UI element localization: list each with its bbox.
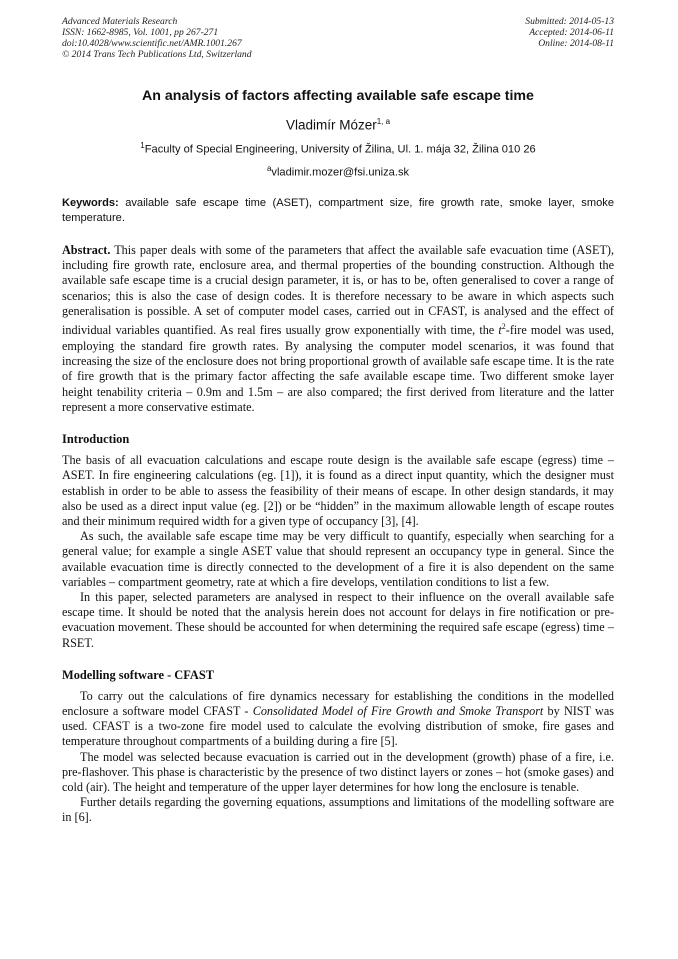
online-date: Online: 2014-08-11 — [538, 38, 614, 49]
accepted-date: Accepted: 2014-06-11 — [529, 27, 614, 38]
abstract-sup: 2 — [501, 322, 506, 332]
modelling-paragraph-2: The model was selected because evacuation is carried out in the development (growth) phase of a fire, i.e. pre-flashover. This phase is characteristic by the presence of two distinct layers or zones – hot (smoke gases) and cold (air). The height and temperature of the upper layer determines for how long the enclosure is tenable. — [62, 749, 614, 795]
abstract-text-1: This paper deals with some of the parameters that affect the available safe evacuation time (ASET), including fire growth rate, enclosure area, and thermal properties of the bounding construction. Although the available safe escape time is a crucial design parameter, it is, or has to be, often generalised to cover a range of scenarios; this is also the case of design codes. It is therefore necessary to be aware in which aspects such generalisation is possible. A set of computer model cases, carried out in CFAST, is analysed and the effect of individual variables quantified. As real fires usually grow exponentially with time, the — [62, 242, 615, 338]
keywords — [62, 196, 614, 226]
author-name: Vladimír Mózer — [285, 117, 377, 133]
paper-title: An analysis of factors affecting available safe escape time — [142, 88, 534, 104]
affiliation-sup: 1 — [140, 140, 145, 150]
abstract-t: t — [498, 323, 502, 338]
issn: ISSN: 1662-8985, Vol. 1001, pp 267-271 — [62, 27, 219, 38]
modelling-heading: Modelling software - CFAST — [62, 667, 215, 682]
journal-info — [62, 16, 252, 60]
modelling-p1-a: To carry out the calculations of fire dynamics necessary for establishing the conditions in the modelled enclosure a software model CFAST - — [62, 688, 614, 719]
keywords-text: available safe escape time (ASET), compartment size, fire growth rate, smoke layer, smoke temperature. — [62, 196, 614, 224]
modelling-paragraph-1 — [62, 689, 614, 750]
modelling-p1-b: by NIST was used. CFAST is a two-zone fire model used to calculate the evolving distribution of smoke, fire gases and temperature throughout compartments of a building during a fire [5]. — [62, 704, 614, 749]
author — [62, 117, 614, 133]
keywords-label: Keywords: — [62, 196, 119, 209]
dates-info — [525, 16, 614, 60]
email — [62, 164, 614, 179]
modelling-p1-italic: Consolidated Model of Fire Growth and Smoke Transport — [252, 704, 544, 719]
abstract-text-2: -fire model was used, employing the standard fire growth rates. By analysing the computer model scenarios, it was found that increasing the size of the enclosure does not bring proportional growth of available safe escape time. It is the rate of fire growth that is the primary factor affecting the safe available escape time. Two different smoke layer height tenability criteria – 0.9m and 1.5m – are also compared; the first derived from literature and the latter represent a more conservative estimate. — [62, 323, 615, 414]
abstract-label: Abstract. — [62, 242, 111, 257]
journal-name: Advanced Materials Research — [62, 16, 178, 27]
affiliation — [62, 141, 614, 156]
copyright: © 2014 Trans Tech Publications Ltd, Switzerland — [62, 49, 252, 60]
email-text: vladimir.mozer@fsi.uniza.sk — [271, 166, 410, 179]
introduction-paragraph-2: As such, the available safe escape time may be very difficult to quantify, especially when searching for a general value; for example a single ASET value that should represent an occupancy type in general. Since the available evacuation time is directly connected to the development of a fire it is also dependent on the same variables – compartment geometry, rate at which a fire develops, ventilation conditions to list a few. — [62, 529, 614, 589]
email-sup: a — [266, 164, 272, 174]
abstract — [62, 243, 614, 415]
affiliation-text: Faculty of Special Engineering, University of Žilina, Ul. 1. mája 32, Žilina 010 26 — [144, 143, 536, 156]
paper-page — [62, 16, 614, 826]
modelling-paragraph-3: Further details regarding the governing equations, assumptions and limitations of the modelling software are in [6]. — [62, 795, 614, 825]
introduction-heading: Introduction — [62, 432, 130, 447]
author-sup: 1, a — [376, 117, 391, 126]
introduction-paragraph-1: The basis of all evacuation calculations and escape route design is the available safe escape (egress) time – ASET. In fire engineering calculations (eg. [1]), it is found as a direct input quantity, which the designer must establish in order to be able to assess the feasibility of their means of escape. In other design standards, it may also be used as a direct input value (eg. [2]) or be “hidden” in the maximum allowable length of escape routes and their minimum required width for a given type of occupancy [3], [4]. — [62, 453, 614, 529]
doi: doi:10.4028/www.scientific.net/AMR.1001.267 — [62, 38, 242, 49]
journal-header — [62, 16, 614, 60]
introduction-paragraph-3: In this paper, selected parameters are analysed in respect to their influence on the overall available safe escape time. It should be noted that the analysis herein does not account for delays in fire notification or pre-evacuation movement. These should be accounted for when determining the required safe escape (egress) time – RSET. — [62, 590, 614, 650]
submitted-date: Submitted: 2014-05-13 — [525, 16, 614, 27]
